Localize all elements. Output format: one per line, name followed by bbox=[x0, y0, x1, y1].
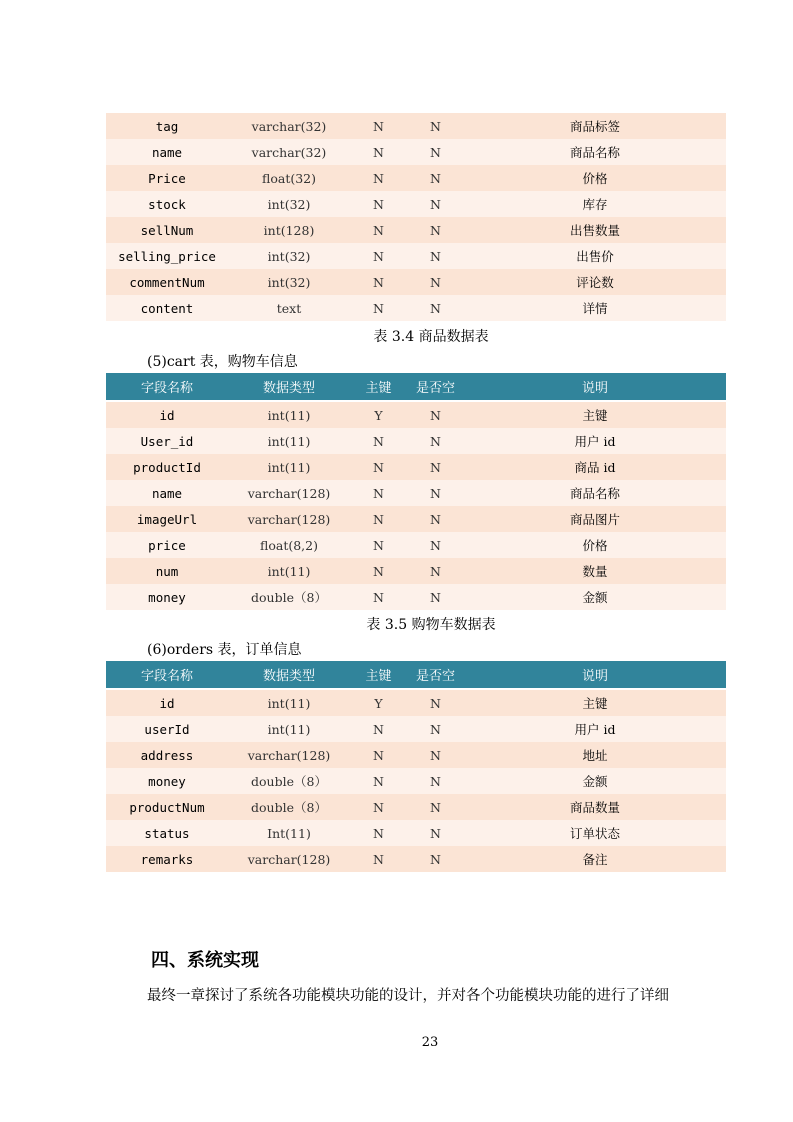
table-row bbox=[106, 689, 726, 716]
cell-field-name: money bbox=[106, 768, 228, 794]
cell-field-name: id bbox=[106, 689, 228, 716]
products-table bbox=[106, 113, 726, 321]
table-row bbox=[106, 217, 726, 243]
cell-description: 商品名称 bbox=[464, 480, 726, 506]
cell-data-type: int(11) bbox=[228, 401, 350, 428]
cell-nullable: N bbox=[407, 217, 464, 243]
cell-description: 金额 bbox=[464, 584, 726, 610]
cell-description: 详情 bbox=[464, 295, 726, 321]
cell-primary-key: N bbox=[350, 506, 407, 532]
cell-field-name: selling_price bbox=[106, 243, 228, 269]
cell-field-name: productNum bbox=[106, 794, 228, 820]
cell-description: 商品名称 bbox=[464, 139, 726, 165]
cell-nullable: N bbox=[407, 689, 464, 716]
cell-field-name: num bbox=[106, 558, 228, 584]
cell-data-type: varchar(32) bbox=[228, 113, 350, 139]
cell-primary-key: Y bbox=[350, 689, 407, 716]
cell-primary-key: N bbox=[350, 217, 407, 243]
cell-description: 数量 bbox=[464, 558, 726, 584]
table-row bbox=[106, 295, 726, 321]
table-row bbox=[106, 454, 726, 480]
cell-description: 主键 bbox=[464, 689, 726, 716]
cell-nullable: N bbox=[407, 742, 464, 768]
cell-primary-key: N bbox=[350, 295, 407, 321]
cell-primary-key: N bbox=[350, 113, 407, 139]
cell-description: 价格 bbox=[464, 165, 726, 191]
header-description: 说明 bbox=[464, 661, 726, 689]
cell-data-type: double（8） bbox=[228, 584, 350, 610]
cell-nullable: N bbox=[407, 269, 464, 295]
cell-field-name: commentNum bbox=[106, 269, 228, 295]
cell-description: 备注 bbox=[464, 846, 726, 872]
cell-data-type: int(32) bbox=[228, 243, 350, 269]
cell-primary-key: N bbox=[350, 820, 407, 846]
cell-field-name: sellNum bbox=[106, 217, 228, 243]
cell-data-type: int(128) bbox=[228, 217, 350, 243]
cell-field-name: stock bbox=[106, 191, 228, 217]
table-row bbox=[106, 506, 726, 532]
cell-field-name: name bbox=[106, 139, 228, 165]
table-row bbox=[106, 191, 726, 217]
cell-primary-key: N bbox=[350, 768, 407, 794]
cell-field-name: imageUrl bbox=[106, 506, 228, 532]
cell-field-name: Price bbox=[106, 165, 228, 191]
cell-field-name: remarks bbox=[106, 846, 228, 872]
cell-primary-key: N bbox=[350, 454, 407, 480]
cell-data-type: int(11) bbox=[228, 689, 350, 716]
cell-data-type: float(32) bbox=[228, 165, 350, 191]
cell-nullable: N bbox=[407, 165, 464, 191]
cell-primary-key: N bbox=[350, 558, 407, 584]
cell-description: 出售数量 bbox=[464, 217, 726, 243]
section-heading: 四、系统实现 bbox=[151, 950, 259, 971]
cell-description: 商品数量 bbox=[464, 794, 726, 820]
cell-description: 主键 bbox=[464, 401, 726, 428]
cell-nullable: N bbox=[407, 191, 464, 217]
table-row bbox=[106, 113, 726, 139]
cell-description: 金额 bbox=[464, 768, 726, 794]
table-row bbox=[106, 532, 726, 558]
cell-description: 商品 id bbox=[464, 454, 726, 480]
table-row bbox=[106, 558, 726, 584]
page-number: 23 bbox=[421, 1035, 439, 1050]
cell-primary-key: N bbox=[350, 428, 407, 454]
cell-nullable: N bbox=[407, 532, 464, 558]
cell-primary-key: N bbox=[350, 269, 407, 295]
table-caption: 表 3.4 商品数据表 bbox=[373, 329, 489, 345]
header-nullable: 是否空 bbox=[407, 373, 464, 401]
cell-nullable: N bbox=[407, 454, 464, 480]
table-row bbox=[106, 139, 726, 165]
cell-nullable: N bbox=[407, 794, 464, 820]
cell-nullable: N bbox=[407, 401, 464, 428]
cell-data-type: int(32) bbox=[228, 191, 350, 217]
cell-primary-key: N bbox=[350, 584, 407, 610]
table-row bbox=[106, 401, 726, 428]
cell-nullable: N bbox=[407, 113, 464, 139]
cell-primary-key: Y bbox=[350, 401, 407, 428]
cell-data-type: varchar(128) bbox=[228, 846, 350, 872]
cell-data-type: int(11) bbox=[228, 716, 350, 742]
cell-field-name: status bbox=[106, 820, 228, 846]
cell-field-name: name bbox=[106, 480, 228, 506]
cell-field-name: tag bbox=[106, 113, 228, 139]
cell-nullable: N bbox=[407, 428, 464, 454]
cell-data-type: varchar(128) bbox=[228, 506, 350, 532]
cell-nullable: N bbox=[407, 506, 464, 532]
cell-primary-key: N bbox=[350, 716, 407, 742]
cell-data-type: varchar(128) bbox=[228, 480, 350, 506]
cell-description: 用户 id bbox=[464, 716, 726, 742]
table-row bbox=[106, 846, 726, 872]
header-primary-key: 主键 bbox=[350, 373, 407, 401]
table-row bbox=[106, 269, 726, 295]
cell-nullable: N bbox=[407, 295, 464, 321]
cell-data-type: varchar(128) bbox=[228, 742, 350, 768]
table-row bbox=[106, 768, 726, 794]
header-field-name: 字段名称 bbox=[106, 661, 228, 689]
cell-primary-key: N bbox=[350, 794, 407, 820]
cell-description: 评论数 bbox=[464, 269, 726, 295]
header-primary-key: 主键 bbox=[350, 661, 407, 689]
table-row bbox=[106, 165, 726, 191]
cell-primary-key: N bbox=[350, 846, 407, 872]
cell-primary-key: N bbox=[350, 532, 407, 558]
cell-nullable: N bbox=[407, 558, 464, 584]
cell-description: 商品标签 bbox=[464, 113, 726, 139]
cell-primary-key: N bbox=[350, 165, 407, 191]
cell-data-type: double（8） bbox=[228, 768, 350, 794]
cell-primary-key: N bbox=[350, 191, 407, 217]
cart-section-heading: (5)cart 表，购物车信息 bbox=[147, 354, 298, 370]
cell-nullable: N bbox=[407, 768, 464, 794]
cell-nullable: N bbox=[407, 139, 464, 165]
cell-nullable: N bbox=[407, 584, 464, 610]
header-description: 说明 bbox=[464, 373, 726, 401]
table-caption: 表 3.5 购物车数据表 bbox=[366, 617, 496, 633]
table-row bbox=[106, 742, 726, 768]
cell-description: 价格 bbox=[464, 532, 726, 558]
cell-description: 出售价 bbox=[464, 243, 726, 269]
cell-field-name: price bbox=[106, 532, 228, 558]
cell-description: 地址 bbox=[464, 742, 726, 768]
cell-primary-key: N bbox=[350, 742, 407, 768]
body-paragraph: 最终一章探讨了系统各功能模块功能的设计，并对各个功能模块功能的进行了详细 bbox=[147, 988, 669, 1004]
table-row bbox=[106, 716, 726, 742]
table-header-row bbox=[106, 373, 726, 401]
cell-data-type: int(11) bbox=[228, 454, 350, 480]
cell-field-name: productId bbox=[106, 454, 228, 480]
cell-field-name: address bbox=[106, 742, 228, 768]
orders-table bbox=[106, 661, 726, 872]
cell-field-name: id bbox=[106, 401, 228, 428]
cart-table bbox=[106, 373, 726, 610]
cell-description: 库存 bbox=[464, 191, 726, 217]
cell-data-type: int(11) bbox=[228, 558, 350, 584]
cell-nullable: N bbox=[407, 243, 464, 269]
cell-data-type: int(11) bbox=[228, 428, 350, 454]
orders-section-heading: (6)orders 表，订单信息 bbox=[147, 642, 302, 658]
cell-nullable: N bbox=[407, 846, 464, 872]
cell-description: 用户 id bbox=[464, 428, 726, 454]
header-field-name: 字段名称 bbox=[106, 373, 228, 401]
cell-primary-key: N bbox=[350, 243, 407, 269]
cell-field-name: User_id bbox=[106, 428, 228, 454]
table-row bbox=[106, 243, 726, 269]
cell-data-type: text bbox=[228, 295, 350, 321]
header-nullable: 是否空 bbox=[407, 661, 464, 689]
table-row bbox=[106, 428, 726, 454]
cell-data-type: float(8,2) bbox=[228, 532, 350, 558]
table-row bbox=[106, 584, 726, 610]
cell-field-name: content bbox=[106, 295, 228, 321]
table-row bbox=[106, 820, 726, 846]
cell-field-name: userId bbox=[106, 716, 228, 742]
cell-primary-key: N bbox=[350, 139, 407, 165]
table-row bbox=[106, 794, 726, 820]
cell-data-type: int(32) bbox=[228, 269, 350, 295]
cell-data-type: Int(11) bbox=[228, 820, 350, 846]
cell-data-type: double（8） bbox=[228, 794, 350, 820]
header-data-type: 数据类型 bbox=[228, 373, 350, 401]
cell-description: 订单状态 bbox=[464, 820, 726, 846]
cell-nullable: N bbox=[407, 716, 464, 742]
cell-nullable: N bbox=[407, 480, 464, 506]
cell-nullable: N bbox=[407, 820, 464, 846]
header-data-type: 数据类型 bbox=[228, 661, 350, 689]
table-row bbox=[106, 480, 726, 506]
cell-field-name: money bbox=[106, 584, 228, 610]
cell-description: 商品图片 bbox=[464, 506, 726, 532]
cell-data-type: varchar(32) bbox=[228, 139, 350, 165]
cell-primary-key: N bbox=[350, 480, 407, 506]
table-header-row bbox=[106, 661, 726, 689]
